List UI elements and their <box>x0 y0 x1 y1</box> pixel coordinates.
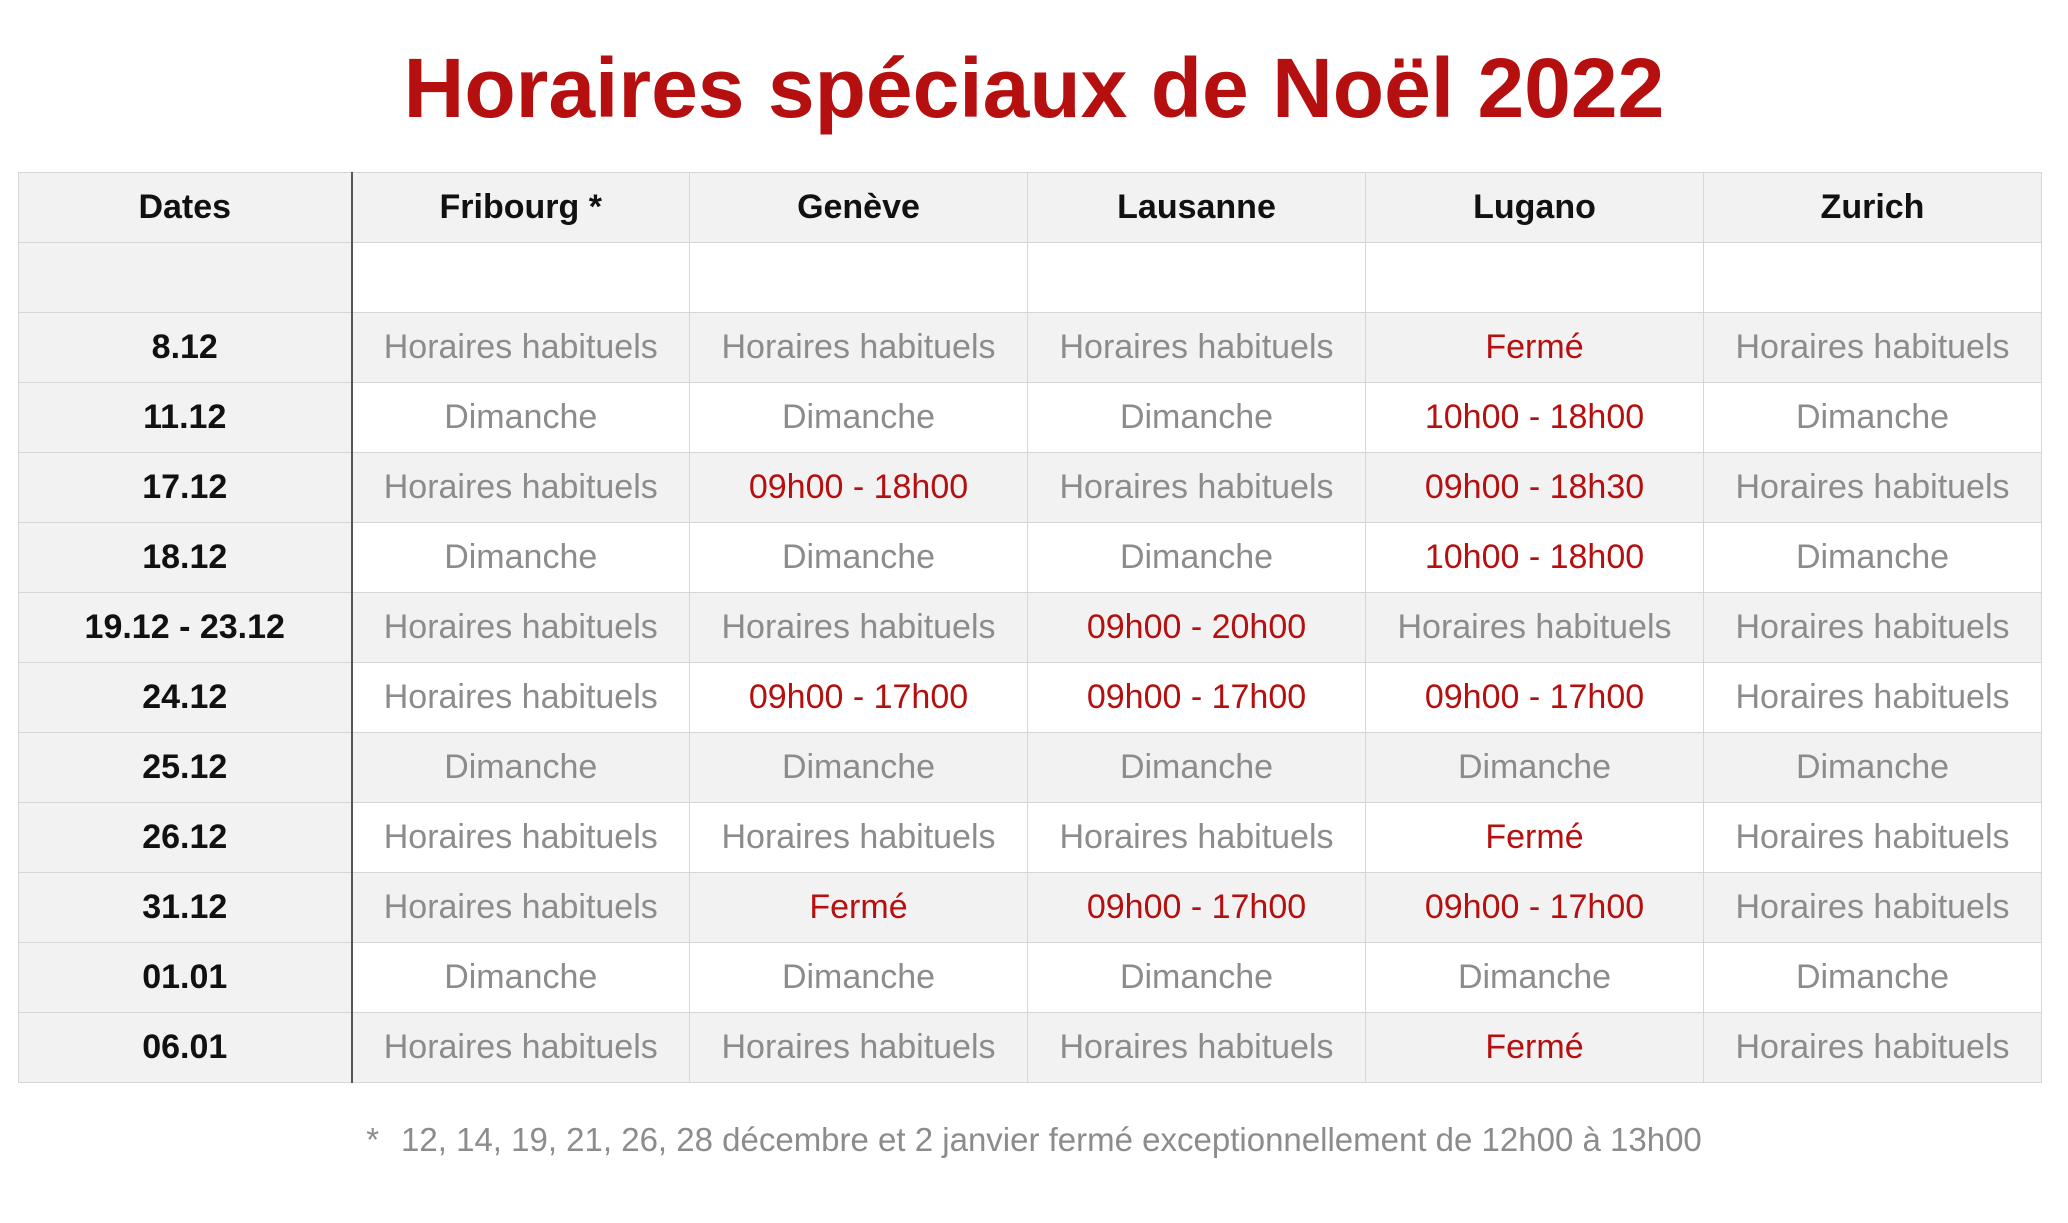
hours-cell-geneve: Dimanche <box>690 383 1028 453</box>
hours-cell-zurich: Dimanche <box>1704 523 2042 593</box>
table-row <box>19 803 2042 873</box>
hours-cell-lausanne: 09h00 - 20h00 <box>1028 593 1366 663</box>
table-row <box>19 523 2042 593</box>
date-cell: 25.12 <box>19 733 352 803</box>
hours-cell-lugano: 10h00 - 18h00 <box>1366 383 1704 453</box>
hours-cell-fribourg: Dimanche <box>352 383 690 453</box>
hours-cell-zurich: Dimanche <box>1704 383 2042 453</box>
hours-cell-lugano: Dimanche <box>1366 733 1704 803</box>
hours-cell-fribourg: Horaires habituels <box>352 593 690 663</box>
hours-cell-lugano: 09h00 - 18h30 <box>1366 453 1704 523</box>
table-row <box>19 663 2042 733</box>
hours-cell-zurich: Dimanche <box>1704 943 2042 1013</box>
page-title: Horaires spéciaux de Noël 2022 <box>403 41 1665 135</box>
hours-cell-lausanne: Dimanche <box>1028 943 1366 1013</box>
hours-cell-zurich: Horaires habituels <box>1704 453 2042 523</box>
table-row <box>19 1013 2042 1083</box>
hours-cell-lausanne: Dimanche <box>1028 523 1366 593</box>
hours-cell-geneve: Horaires habituels <box>690 803 1028 873</box>
hours-cell-fribourg: Dimanche <box>352 943 690 1013</box>
hours-cell-zurich: Dimanche <box>1704 733 2042 803</box>
date-cell: 11.12 <box>19 383 352 453</box>
hours-cell-lausanne: Horaires habituels <box>1028 313 1366 383</box>
hours-cell-lugano: 09h00 - 17h00 <box>1366 663 1704 733</box>
hours-cell-zurich: Horaires habituels <box>1704 803 2042 873</box>
hours-cell-lausanne: Dimanche <box>1028 733 1366 803</box>
hours-cell-geneve: 09h00 - 18h00 <box>690 453 1028 523</box>
footnote <box>0 1118 2068 1162</box>
blank-cell <box>1366 243 1704 313</box>
blank-date-cell <box>19 243 352 313</box>
table-row <box>19 383 2042 453</box>
table-row <box>19 733 2042 803</box>
blank-row <box>19 243 2042 313</box>
hours-cell-lugano: 09h00 - 17h00 <box>1366 873 1704 943</box>
date-cell: 24.12 <box>19 663 352 733</box>
table-header-row <box>19 173 2042 243</box>
blank-cell <box>1028 243 1366 313</box>
date-cell: 18.12 <box>19 523 352 593</box>
table-row <box>19 453 2042 523</box>
hours-cell-fribourg: Horaires habituels <box>352 803 690 873</box>
table-row <box>19 943 2042 1013</box>
hours-cell-lugano: 10h00 - 18h00 <box>1366 523 1704 593</box>
date-cell: 31.12 <box>19 873 352 943</box>
column-header-dates: Dates <box>19 173 352 243</box>
date-cell: 01.01 <box>19 943 352 1013</box>
hours-cell-fribourg: Horaires habituels <box>352 663 690 733</box>
hours-cell-fribourg: Dimanche <box>352 523 690 593</box>
hours-cell-lugano: Fermé <box>1366 1013 1704 1083</box>
table-row <box>19 873 2042 943</box>
hours-cell-lausanne: Horaires habituels <box>1028 803 1366 873</box>
hours-cell-lausanne: 09h00 - 17h00 <box>1028 663 1366 733</box>
hours-cell-fribourg: Horaires habituels <box>352 873 690 943</box>
hours-cell-fribourg: Horaires habituels <box>352 453 690 523</box>
holiday-hours-table <box>18 172 2042 1083</box>
column-header-lugano: Lugano <box>1366 173 1704 243</box>
hours-cell-lugano: Horaires habituels <box>1366 593 1704 663</box>
column-header-lausanne: Lausanne <box>1028 173 1366 243</box>
hours-cell-fribourg: Dimanche <box>352 733 690 803</box>
date-cell: 19.12 - 23.12 <box>19 593 352 663</box>
table-row <box>19 313 2042 383</box>
footnote-text: 12, 14, 19, 21, 26, 28 décembre et 2 janvier fermé exceptionnellement de 12h00 à 13h00 <box>401 1121 1702 1158</box>
hours-cell-geneve: Horaires habituels <box>690 1013 1028 1083</box>
hours-cell-geneve: Dimanche <box>690 523 1028 593</box>
hours-cell-fribourg: Horaires habituels <box>352 1013 690 1083</box>
date-cell: 8.12 <box>19 313 352 383</box>
hours-cell-geneve: Horaires habituels <box>690 593 1028 663</box>
hours-cell-zurich: Horaires habituels <box>1704 313 2042 383</box>
column-header-zurich: Zurich <box>1704 173 2042 243</box>
hours-cell-zurich: Horaires habituels <box>1704 593 2042 663</box>
column-header-fribourg: Fribourg * <box>352 173 690 243</box>
hours-cell-geneve: Dimanche <box>690 733 1028 803</box>
hours-cell-geneve: Fermé <box>690 873 1028 943</box>
blank-cell <box>1704 243 2042 313</box>
table-row <box>19 593 2042 663</box>
hours-cell-lausanne: Horaires habituels <box>1028 1013 1366 1083</box>
hours-cell-lausanne: 09h00 - 17h00 <box>1028 873 1366 943</box>
date-cell: 06.01 <box>19 1013 352 1083</box>
column-header-geneve: Genève <box>690 173 1028 243</box>
hours-cell-zurich: Horaires habituels <box>1704 873 2042 943</box>
footnote-marker: * <box>366 1121 380 1158</box>
hours-cell-geneve: 09h00 - 17h00 <box>690 663 1028 733</box>
hours-cell-geneve: Dimanche <box>690 943 1028 1013</box>
hours-cell-geneve: Horaires habituels <box>690 313 1028 383</box>
date-cell: 17.12 <box>19 453 352 523</box>
hours-cell-lausanne: Dimanche <box>1028 383 1366 453</box>
hours-cell-zurich: Horaires habituels <box>1704 1013 2042 1083</box>
blank-cell <box>352 243 690 313</box>
blank-cell <box>690 243 1028 313</box>
hours-cell-lugano: Fermé <box>1366 313 1704 383</box>
date-cell: 26.12 <box>19 803 352 873</box>
hours-cell-lausanne: Horaires habituels <box>1028 453 1366 523</box>
hours-cell-fribourg: Horaires habituels <box>352 313 690 383</box>
hours-cell-lugano: Dimanche <box>1366 943 1704 1013</box>
hours-cell-lugano: Fermé <box>1366 803 1704 873</box>
hours-cell-zurich: Horaires habituels <box>1704 663 2042 733</box>
table-body <box>19 243 2042 1083</box>
